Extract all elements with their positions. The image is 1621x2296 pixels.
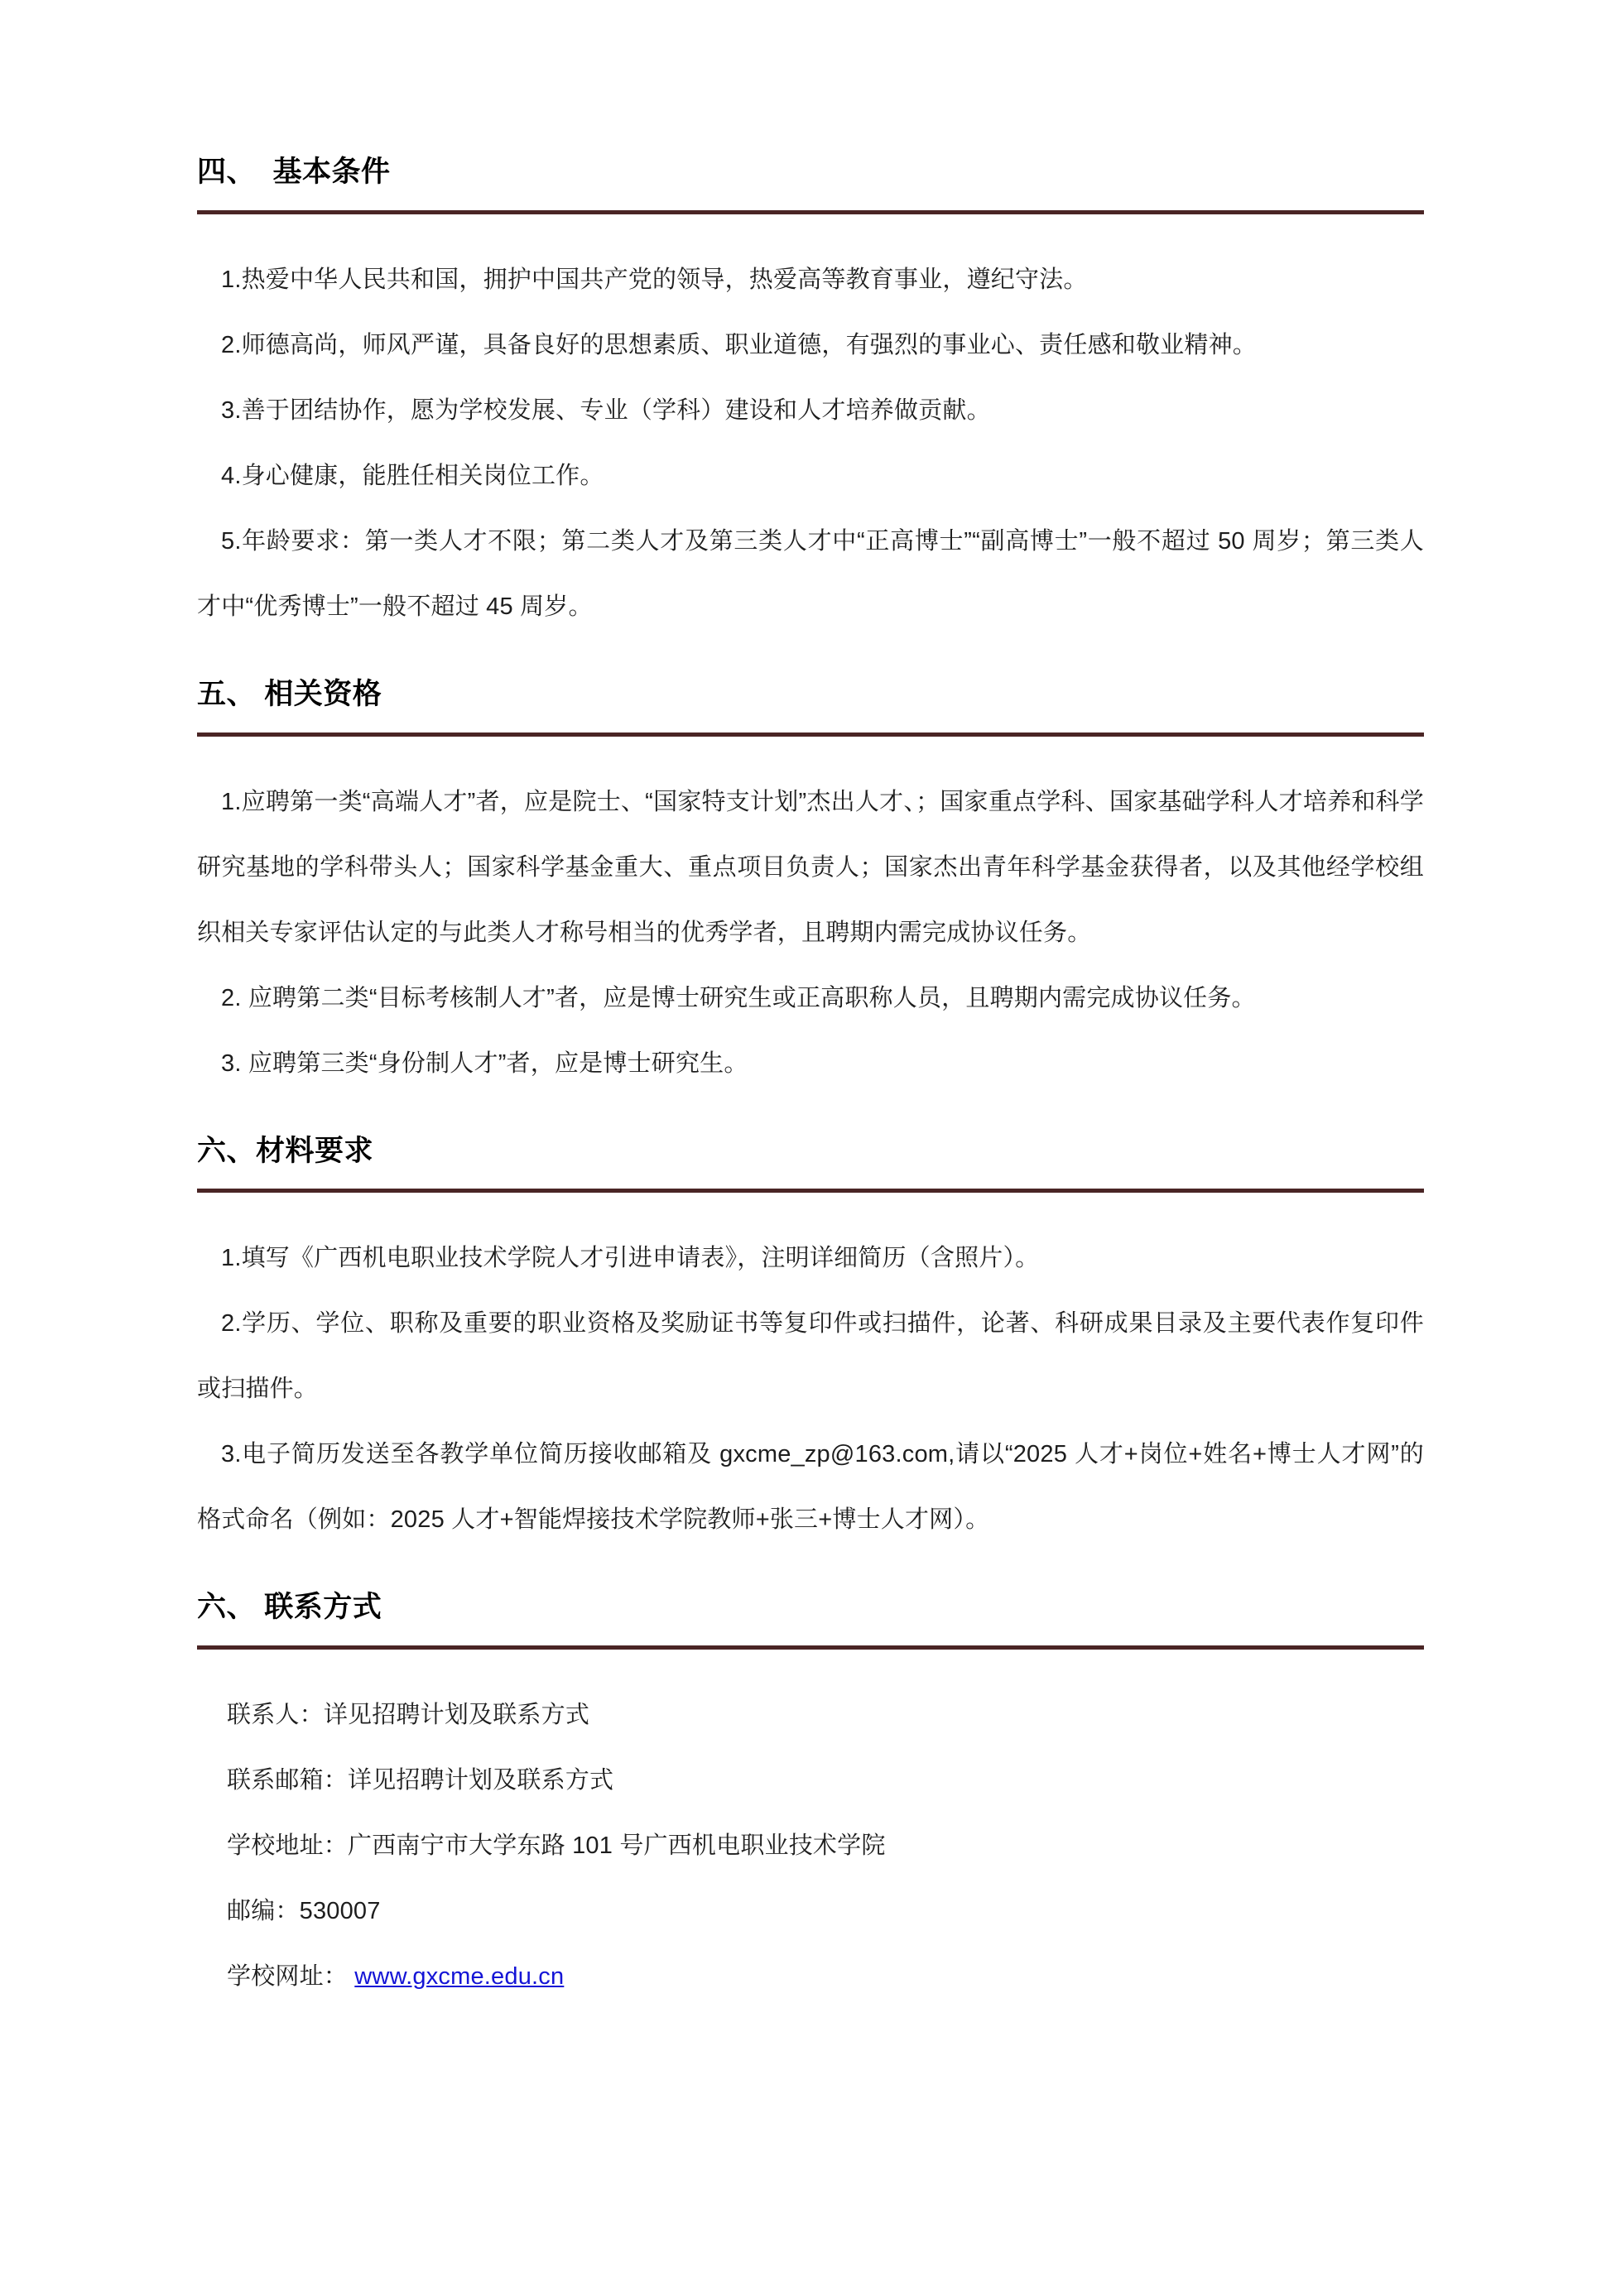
school-address xyxy=(197,1813,1424,1879)
school-address-label: 学校地址： xyxy=(227,1832,349,1859)
paragraph-basic-5: 5.年龄要求：第一类人才不限；第二类人才及第三类人才中“正高博士”“副高博士”一般不超过 50 周岁；第三类人才中“优秀博士”一般不超过 45 周岁。 xyxy=(197,527,1424,620)
section-material-requirements xyxy=(197,1133,1424,1554)
section-qualifications xyxy=(197,676,1424,1097)
paragraph-basic-3: 3.善于团结协作，愿为学校发展、专业（学科）建设和人才培养做贡献。 xyxy=(221,396,991,424)
section-heading-contact: 六、 联系方式 xyxy=(197,1591,382,1624)
contact-person-value: 详见招聘计划及联系方式 xyxy=(323,1702,590,1728)
paragraph-basic-4: 4.身心健康，能胜任相关岗位工作。 xyxy=(221,462,604,489)
school-address-value: 广西南宁市大学东路 101 号广西机电职业技术学院 xyxy=(348,1832,886,1859)
paragraph-qual-2: 2. 应聘第二类“目标考核制人才”者，应是博士研究生或正高职称人员，且聘期内需完成协议任务。 xyxy=(221,984,1256,1011)
section-basic-conditions xyxy=(197,154,1424,640)
spacer xyxy=(197,1650,1424,1683)
document-content xyxy=(197,154,1424,2010)
section-heading-basic-conditions: 四、 基本条件 xyxy=(197,156,391,188)
spacer xyxy=(197,1097,1424,1133)
paragraph-material-2: 2.学历、学位、职称及重要的职业资格及奖励证书等复印件或扫描件，论著、科研成果目录及主要代表作复印件或扫描件。 xyxy=(197,1310,1424,1403)
contact-email xyxy=(197,1748,1424,1813)
paragraph-material-1: 1.填写《广西机电职业技术学院人才引进申请表》，注明详细简历（含照片）。 xyxy=(221,1245,1040,1272)
spacer xyxy=(197,640,1424,676)
paragraph-basic-2: 2.师德高尚，师风严谨，具备良好的思想素质、职业道德，有强烈的事业心、责任感和敬业精神。 xyxy=(221,331,1257,358)
contact-email-label: 联系邮箱： xyxy=(227,1767,349,1794)
school-website-label: 学校网址： xyxy=(227,1963,349,1990)
paragraph-qual-1: 1.应聘第一类“高端人才”者，应是院士、“国家特支计划”杰出人才、；国家重点学科、国家基础学科人才培养和科学研究基地的学科带头人；国家科学基金重大、重点项目负责人；国家杰出青年科学基金获得者，以及其他经学校组织相关专家评估认定的与此类人才称号相当的优秀学者，且聘期内需完成协议任务。 xyxy=(197,788,1424,946)
section-heading-material-requirements: 六、材料要求 xyxy=(197,1134,374,1167)
section-contact xyxy=(197,1589,1424,2010)
contact-person xyxy=(197,1683,1424,1748)
contact-person-label: 联系人： xyxy=(227,1702,324,1728)
school-website xyxy=(197,1944,1424,2010)
paragraph-material-3: 3.电子简历发送至各教学单位简历接收邮箱及 gxcme_zp@163.com,请以“2025 人才+岗位+姓名+博士人才网”的格式命名（例如：2025 人才+智能焊接技术学院教师+张三+博士人才网）。 xyxy=(197,1441,1424,1534)
contact-email-value: 详见招聘计划及联系方式 xyxy=(348,1767,614,1794)
section-heading-qualifications: 五、 相关资格 xyxy=(197,677,382,710)
postal-code-value: 530007 xyxy=(299,1898,381,1924)
spacer xyxy=(197,1193,1424,1226)
paragraph-basic-1: 1.热爱中华人民共和国，拥护中国共产党的领导，热爱高等教育事业，遵纪守法。 xyxy=(221,266,1088,293)
spacer xyxy=(197,1553,1424,1589)
school-website-link[interactable]: www.gxcme.edu.cn xyxy=(354,1963,565,1990)
paragraph-qual-3: 3. 应聘第三类“身份制人才”者，应是博士研究生。 xyxy=(221,1050,748,1077)
postal-code xyxy=(197,1879,1424,1944)
spacer xyxy=(197,737,1424,770)
spacer xyxy=(197,214,1424,247)
postal-code-label: 邮编： xyxy=(227,1898,300,1924)
